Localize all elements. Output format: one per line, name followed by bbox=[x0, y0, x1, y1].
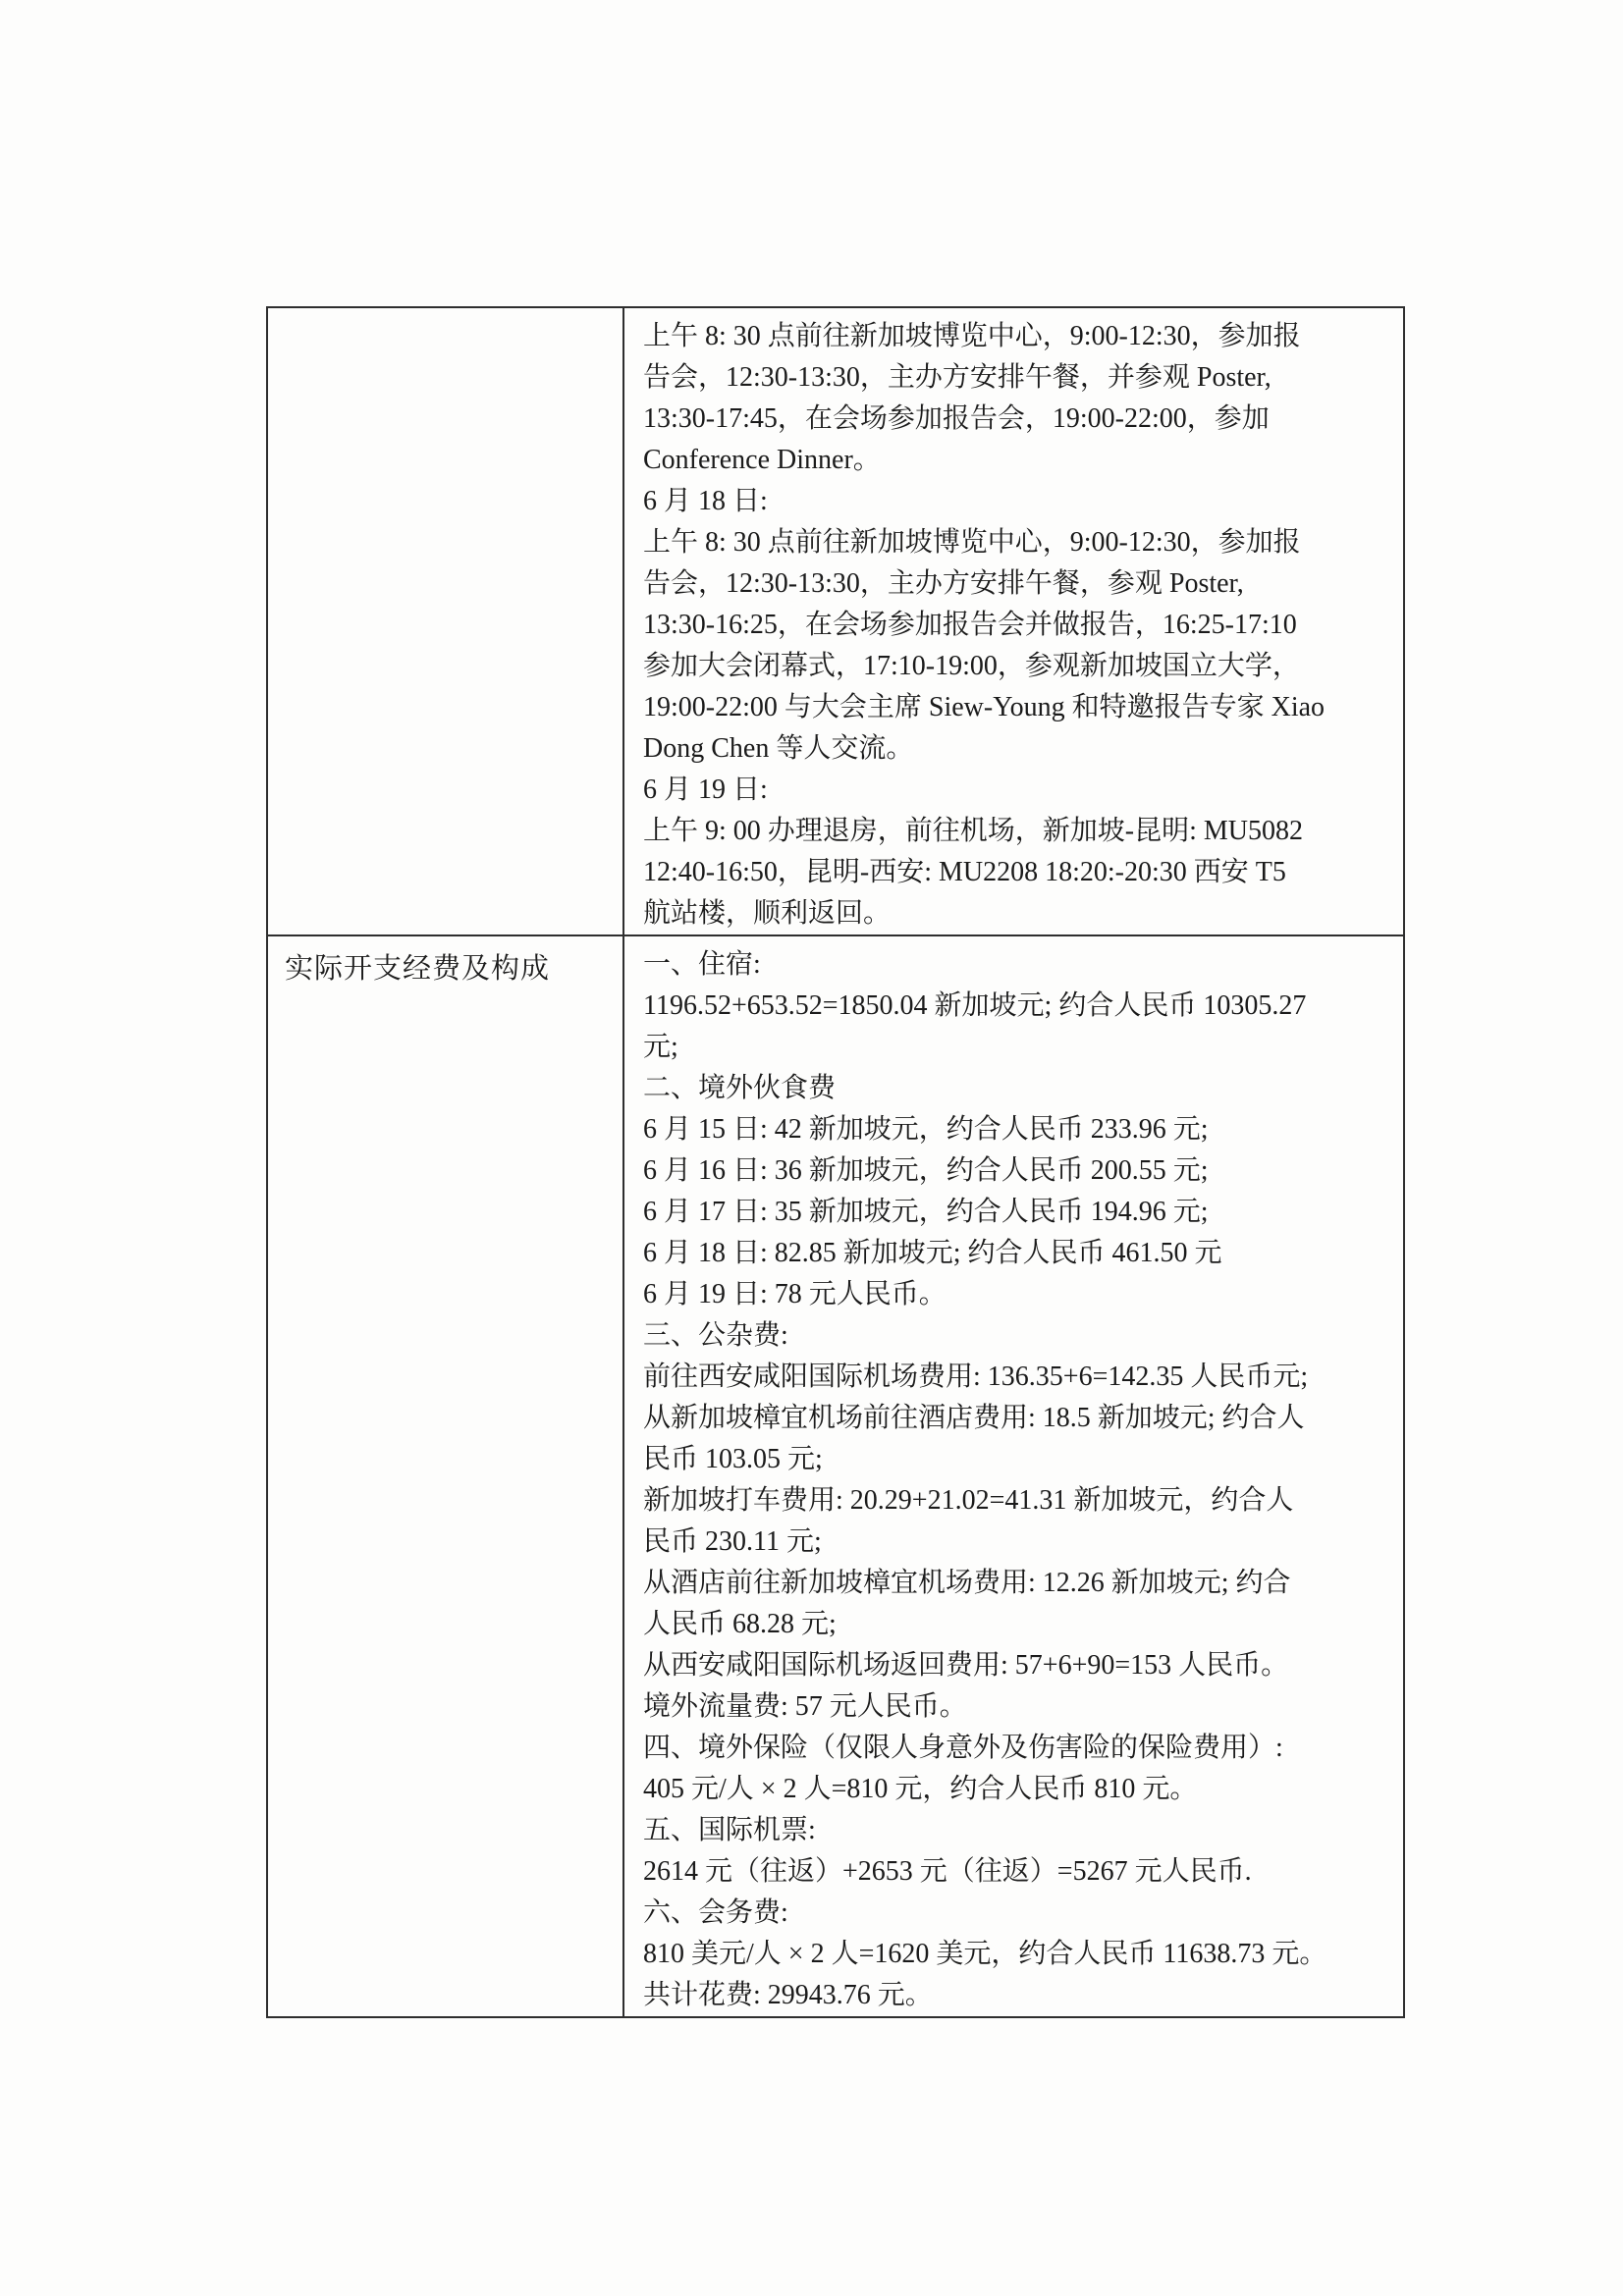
text-line: 6 月 19 日: 78 元人民币。 bbox=[643, 1279, 947, 1309]
text-line: 从西安咸阳国际机场返回费用: 57+6+90=153 人民币。 bbox=[643, 1650, 1289, 1681]
itinerary-content-cell bbox=[623, 307, 1404, 935]
table-row-itinerary bbox=[267, 307, 1404, 935]
text-line: 境外流量费: 57 元人民币。 bbox=[643, 1691, 967, 1722]
text-line: 6 月 18 日: 82.85 新加坡元; 约合人民币 461.50 元 bbox=[643, 1238, 1222, 1268]
text-line: 1196.52+653.52=1850.04 新加坡元; 约合人民币 10305.27 bbox=[643, 990, 1307, 1021]
text-line: 2614 元（往返）+2653 元（往返）=5267 元人民币. bbox=[643, 1856, 1252, 1887]
expenses-label-cell bbox=[267, 935, 623, 2017]
expenses-row-label: 实际开支经费及构成 bbox=[285, 953, 551, 985]
text-line: 6 月 17 日: 35 新加坡元，约合人民币 194.96 元; bbox=[643, 1197, 1209, 1227]
text-line: 6 月 19 日: bbox=[643, 774, 768, 805]
text-line: 三、公杂费: bbox=[643, 1320, 788, 1351]
text-line: 民币 103.05 元; bbox=[643, 1444, 823, 1474]
text-line: 一、住宿: bbox=[643, 949, 761, 980]
text-line: 405 元/人 × 2 人=810 元，约合人民币 810 元。 bbox=[643, 1774, 1198, 1804]
expenses-text-block bbox=[643, 944, 1397, 2016]
text-line: 12:40-16:50，昆明-西安: MU2208 18:20:-20:30 西安 T5 bbox=[643, 857, 1286, 887]
text-line: 新加坡打车费用: 20.29+21.02=41.31 新加坡元，约合人 bbox=[643, 1485, 1294, 1516]
text-line: 四、境外保险（仅限人身意外及伤害险的保险费用）: bbox=[643, 1733, 1283, 1763]
text-line: 810 美元/人 × 2 人=1620 美元，约合人民币 11638.73 元。 bbox=[643, 1939, 1327, 1969]
text-line: 前往西安咸阳国际机场费用: 136.35+6=142.35 人民币元; bbox=[643, 1362, 1309, 1392]
text-line: Conference Dinner。 bbox=[643, 445, 881, 475]
text-line: 参加大会闭幕式，17:10-19:00，参观新加坡国立大学， bbox=[643, 651, 1300, 681]
text-line: 告会，12:30-13:30，主办方安排午餐，并参观 Poster, bbox=[643, 362, 1271, 393]
text-line: 19:00-22:00 与大会主席 Siew-Young 和特邀报告专家 Xiao bbox=[643, 692, 1325, 722]
text-line: 人民币 68.28 元; bbox=[643, 1609, 837, 1639]
text-line: 二、境外伙食费 bbox=[643, 1073, 837, 1103]
text-line: 元; bbox=[643, 1032, 678, 1062]
text-line: 航站楼，顺利返回。 bbox=[643, 898, 892, 929]
text-line: 民币 230.11 元; bbox=[643, 1526, 822, 1557]
text-line: 六、会务费: bbox=[643, 1897, 788, 1928]
text-line: 13:30-16:25，在会场参加报告会并做报告，16:25-17:10 bbox=[643, 610, 1297, 640]
text-line: 6 月 18 日: bbox=[643, 486, 768, 516]
text-line: 6 月 16 日: 36 新加坡元，约合人民币 200.55 元; bbox=[643, 1155, 1209, 1186]
table-row-expenses bbox=[267, 935, 1404, 2017]
text-line: 上午 8: 30 点前往新加坡博览中心，9:00-12:30，参加报 bbox=[643, 321, 1301, 351]
text-line: 共计花费: 29943.76 元。 bbox=[643, 1980, 933, 2010]
text-line: 6 月 15 日: 42 新加坡元，约合人民币 233.96 元; bbox=[643, 1114, 1209, 1145]
text-line: 告会，12:30-13:30，主办方安排午餐，参观 Poster, bbox=[643, 568, 1244, 599]
text-line: 上午 8: 30 点前往新加坡博览中心，9:00-12:30，参加报 bbox=[643, 527, 1301, 558]
expenses-content-cell bbox=[623, 935, 1404, 2017]
expense-report-table bbox=[266, 306, 1405, 2018]
itinerary-label-cell bbox=[267, 307, 623, 935]
text-line: 上午 9: 00 办理退房，前往机场，新加坡-昆明: MU5082 bbox=[643, 816, 1304, 846]
text-line: Dong Chen 等人交流。 bbox=[643, 733, 914, 764]
text-line: 13:30-17:45，在会场参加报告会，19:00-22:00，参加 bbox=[643, 403, 1270, 434]
text-line: 从酒店前往新加坡樟宜机场费用: 12.26 新加坡元; 约合 bbox=[643, 1568, 1291, 1598]
itinerary-text-block bbox=[643, 316, 1397, 934]
text-line: 五、国际机票: bbox=[643, 1815, 816, 1845]
text-line: 从新加坡樟宜机场前往酒店费用: 18.5 新加坡元; 约合人 bbox=[643, 1403, 1305, 1433]
